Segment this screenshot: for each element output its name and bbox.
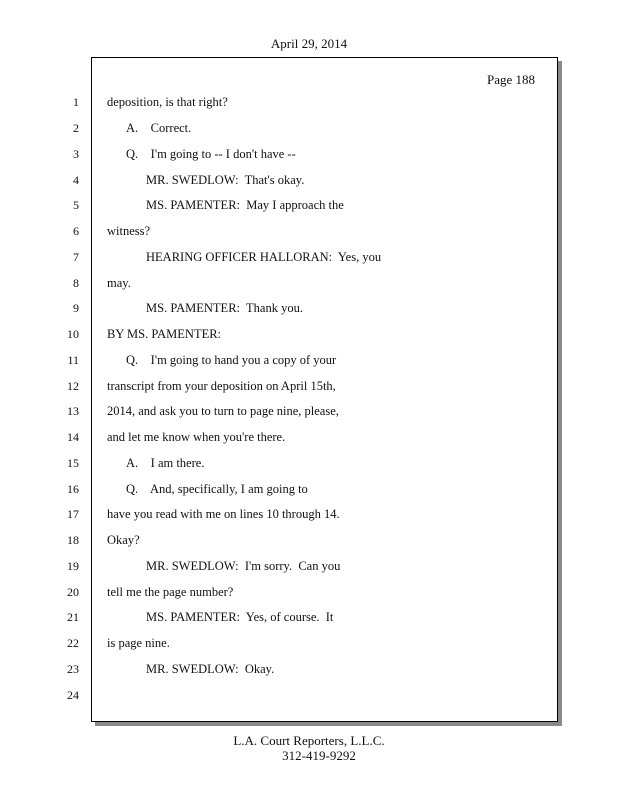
line-number: 24 (67, 688, 79, 702)
line-number: 22 (67, 636, 79, 650)
court-reporter-name: L.A. Court Reporters, L.L.C. (233, 733, 385, 748)
transcript-line: HEARING OFFICER HALLORAN: Yes, you (146, 250, 382, 264)
transcript-line: A. Correct. (126, 121, 192, 135)
line-number: 4 (73, 173, 79, 187)
line-number: 15 (67, 456, 79, 470)
transcript-line: BY MS. PAMENTER: (107, 327, 222, 341)
line-number: 9 (73, 301, 79, 315)
transcript-line: deposition, is that right? (107, 95, 228, 109)
line-number: 18 (67, 533, 79, 547)
line-number: 23 (67, 662, 79, 676)
line-number: 1 (73, 95, 79, 109)
transcript-line: Q. I'm going to -- I don't have -- (126, 147, 296, 161)
court-reporter-phone: 312-419-9292 (282, 748, 356, 763)
transcript-line: transcript from your deposition on April 15th, (107, 379, 336, 393)
transcript-line: MS. PAMENTER: May I approach the (146, 198, 344, 212)
line-number: 10 (67, 327, 79, 341)
line-number: 19 (67, 559, 79, 573)
line-number: 14 (67, 430, 79, 444)
transcript-line: MS. PAMENTER: Yes, of course. It (146, 610, 334, 624)
transcript-line: Q. I'm going to hand you a copy of your (126, 353, 337, 367)
transcript-line: is page nine. (107, 636, 170, 650)
line-number: 13 (67, 404, 79, 418)
transcript-line: witness? (107, 224, 151, 238)
transcript-line: Q. And, specifically, I am going to (126, 482, 308, 496)
transcript-line: Okay? (107, 533, 140, 547)
line-number: 11 (67, 353, 79, 367)
page-number: Page 188 (487, 72, 536, 87)
transcript-date: April 29, 2014 (270, 36, 348, 51)
line-number: 3 (73, 147, 79, 161)
transcript-line: MS. PAMENTER: Thank you. (146, 301, 303, 315)
transcript-line: MR. SWEDLOW: Okay. (146, 662, 275, 676)
line-number: 20 (67, 585, 79, 599)
line-number: 7 (73, 250, 79, 264)
transcript-line: MR. SWEDLOW: I'm sorry. Can you (146, 559, 341, 573)
line-number: 21 (67, 610, 79, 624)
transcript-line: and let me know when you're there. (107, 430, 286, 444)
transcript-line: MR. SWEDLOW: That's okay. (146, 173, 305, 187)
transcript-line: may. (107, 276, 131, 290)
line-number: 17 (67, 507, 79, 521)
line-number: 16 (67, 482, 79, 496)
transcript-line: A. I am there. (126, 456, 205, 470)
line-number: 6 (73, 224, 79, 238)
transcript-line: 2014, and ask you to turn to page nine, please, (107, 404, 339, 418)
line-number: 2 (73, 121, 79, 135)
line-number: 8 (73, 276, 79, 290)
line-number: 5 (73, 198, 79, 212)
transcript-line: tell me the page number? (107, 585, 234, 599)
line-number: 12 (67, 379, 79, 393)
transcript-line: have you read with me on lines 10 through 14. (107, 507, 340, 521)
